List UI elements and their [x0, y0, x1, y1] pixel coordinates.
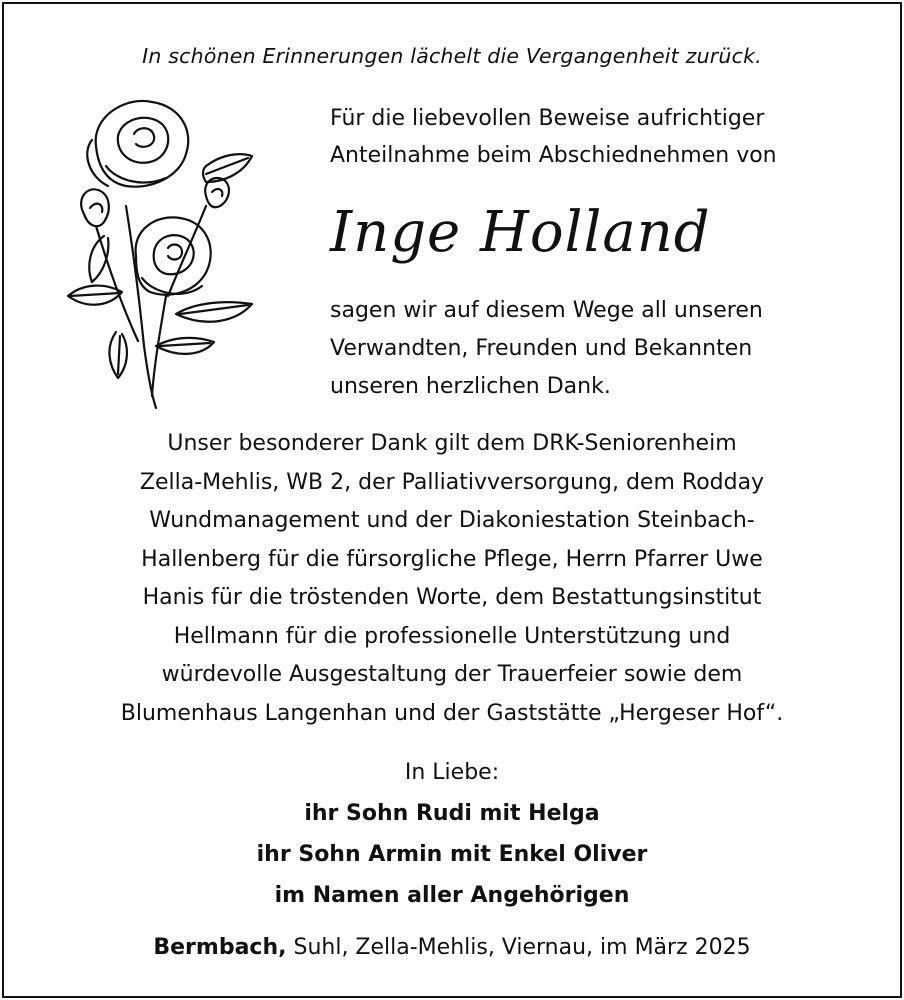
place-rest: Suhl, Zella-Mehlis, Viernau, im März 2025 — [286, 935, 751, 960]
thanks-line: unseren herzlichen Dank. — [330, 374, 611, 399]
special-thanks-line: Hallenberg für die fürsorgliche Pflege, Herrn Pfarrer Uwe — [141, 546, 763, 572]
special-thanks-line: Hanis für die tröstenden Worte, dem Bestattungsinstitut — [142, 585, 762, 610]
rose-illustration-icon — [56, 96, 266, 411]
special-thanks-line: Unser besonderer Dank gilt dem DRK-Seniorenheim — [167, 431, 737, 456]
signoff-family-line: ihr Sohn Armin mit Enkel Oliver — [256, 842, 648, 867]
signoff — [0, 752, 904, 916]
place-primary: Bermbach, — [153, 935, 287, 960]
intro-line: Anteilnahme beim Abschiednehmen von — [330, 143, 777, 168]
thanks-text — [330, 292, 890, 406]
special-thanks-paragraph — [0, 425, 904, 733]
place-and-date — [0, 929, 904, 967]
special-thanks-line: Zella-Mehlis, WB 2, der Palliativversorgung, dem Rodday — [139, 469, 765, 495]
special-thanks-line: würdevolle Ausgestaltung der Trauerfeier sowie dem — [161, 662, 743, 687]
signoff-intro: In Liebe: — [404, 760, 500, 785]
intro-line: Für die liebevollen Beweise aufrichtiger — [330, 106, 765, 131]
motto: In schönen Erinnerungen lächelt die Vergangenheit zurück. — [142, 44, 762, 68]
signoff-family-line: im Namen aller Angehörigen — [274, 883, 630, 908]
intro-text — [330, 100, 890, 174]
thanks-line: Verwandten, Freunden und Bekannten — [330, 336, 753, 361]
signoff-family-line: ihr Sohn Rudi mit Helga — [304, 801, 600, 826]
special-thanks-line: Blumenhaus Langenhan und der Gaststätte „Hergeser Hof“. — [120, 700, 784, 726]
special-thanks-line: Hellmann für die professionelle Unterstützung und — [173, 623, 731, 649]
thanks-line: sagen wir auf diesem Wege all unseren — [330, 298, 763, 323]
deceased-name: Inge Holland — [330, 200, 711, 265]
special-thanks-line: Wundmanagement und der Diakoniestation Steinbach- — [149, 508, 755, 533]
